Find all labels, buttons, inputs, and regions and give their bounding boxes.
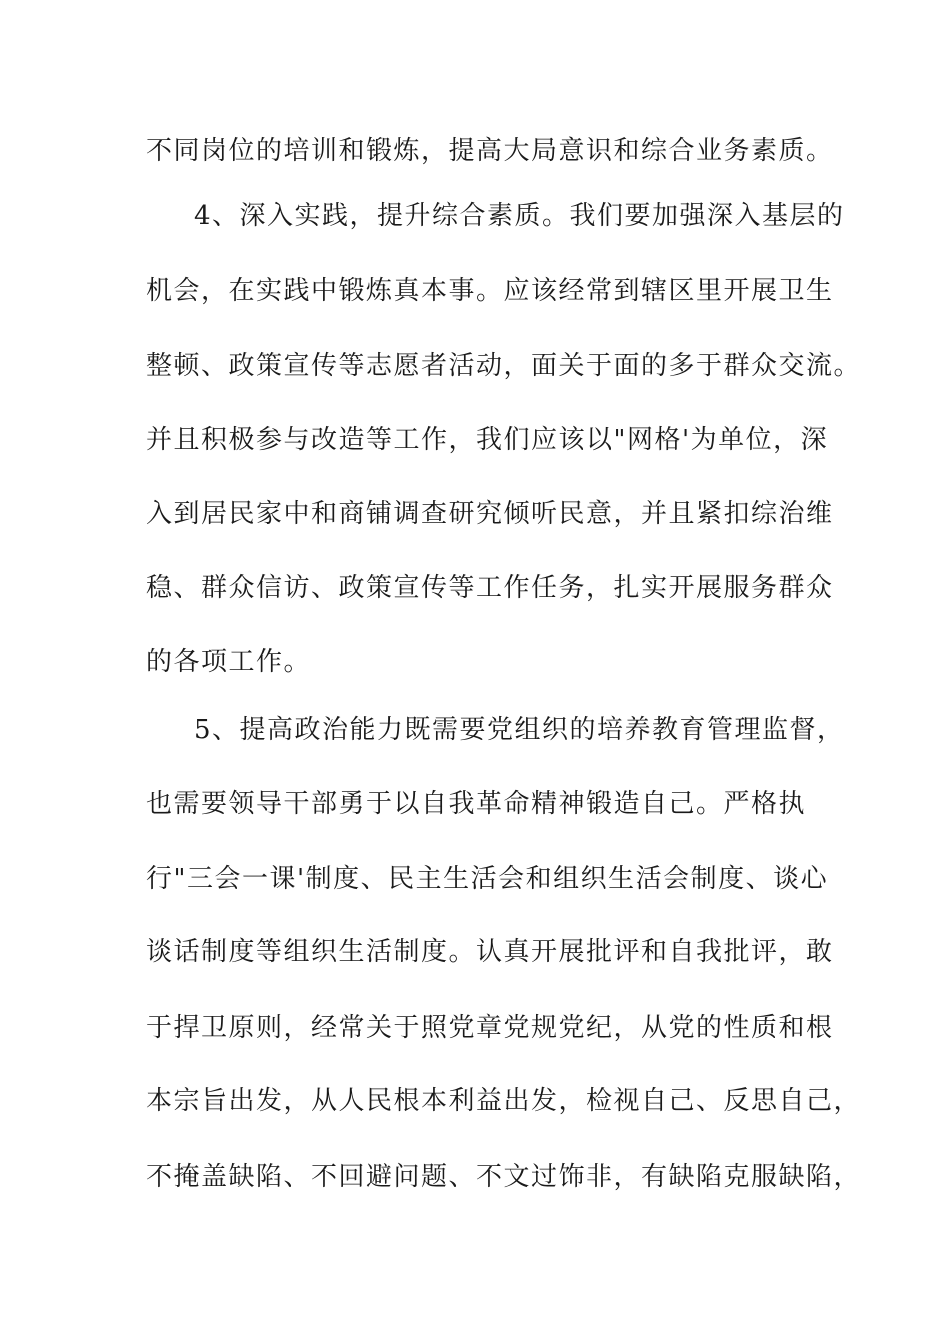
paragraph-5-start: 5、提高政治能力既需要党组织的培养教育管理监督， [194, 715, 845, 745]
paragraph-4-start: 4、深入实践，提升综合素质。我们要加强深入基层的 [194, 201, 845, 231]
text-line: 并且积极参与改造等工作，我们应该以"网格'为单位，深 [146, 425, 829, 455]
text-line: 整顿、政策宣传等志愿者活动，面关于面的多于群众交流。 [146, 351, 862, 381]
text-line: 入到居民家中和商铺调查研究倾听民意，并且紧扣综治维 [146, 499, 834, 529]
text-line: 也需要领导干部勇于以自我革命精神锻造自己。严格执 [146, 789, 807, 819]
text-line: 不掩盖缺陷、不回避问题、不文过饰非，有缺陷克服缺陷， [146, 1162, 862, 1192]
text-line: 于捍卫原则，经常关于照党章党规党纪，从党的性质和根 [146, 1013, 834, 1043]
text-line: 行"三会一课'制度、民主生活会和组织生活会制度、谈心 [146, 864, 829, 894]
text-line: 的各项工作。 [146, 647, 312, 677]
text-line: 机会，在实践中锻炼真本事。应该经常到辖区里开展卫生 [146, 276, 834, 306]
text-line: 稳、群众信访、政策宣传等工作任务，扎实开展服务群众 [146, 573, 834, 603]
text-line: 谈话制度等组织生活制度。认真开展批评和自我批评，敢 [146, 937, 834, 967]
text-line: 不同岗位的培训和锻炼，提高大局意识和综合业务素质。 [146, 136, 834, 166]
text-line: 本宗旨出发，从人民根本利益出发，检视自己、反思自己， [146, 1086, 862, 1116]
